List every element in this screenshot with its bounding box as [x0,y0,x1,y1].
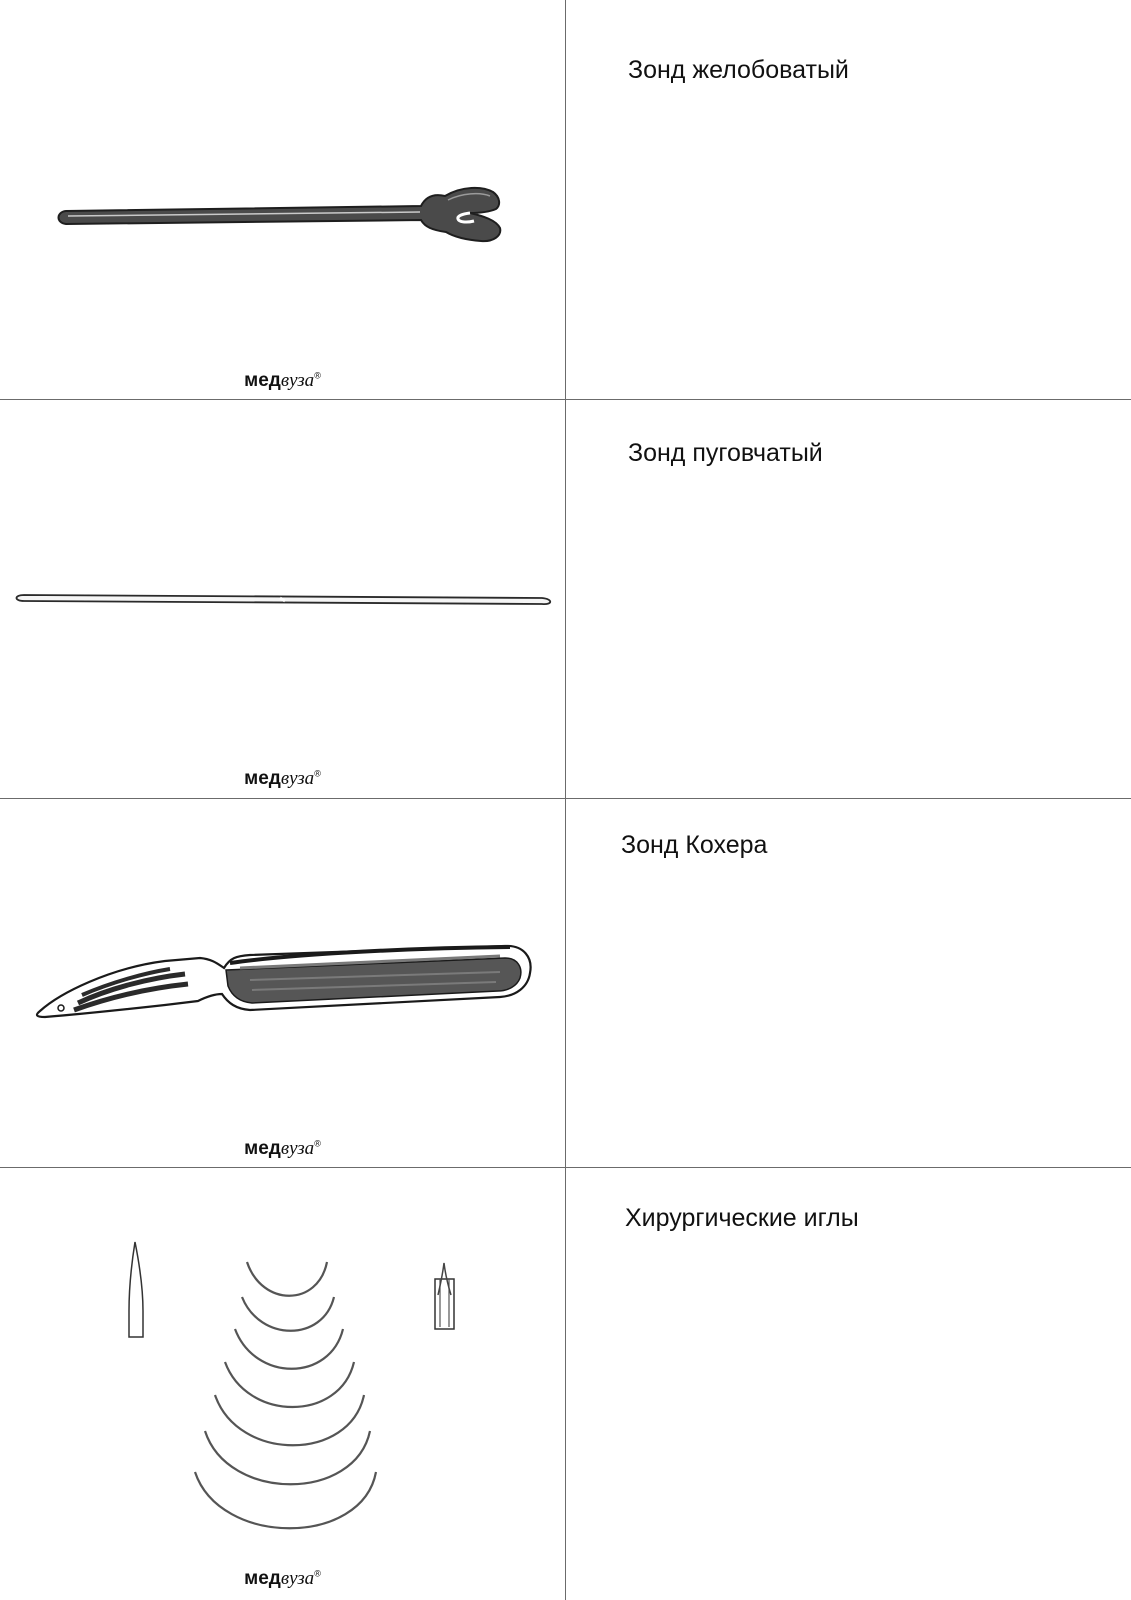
instrument-name: Зонд желобоватый [628,56,849,84]
instrument-row-surgical-needles [0,1167,1131,1600]
instrument-row-grooved-probe [0,0,1131,399]
instrument-row-button-probe [0,399,1131,798]
instrument-name: Хирургические иглы [625,1204,859,1232]
grooved-probe-illustration [0,0,565,399]
instrument-image-cell [0,0,565,399]
instrument-image-cell [0,399,565,798]
kocher-probe-illustration [0,798,565,1167]
surgical-needles-illustration [0,1167,565,1600]
instrument-row-kocher-probe [0,798,1131,1167]
watermark: медвуза® [244,1568,321,1589]
watermark: медвуза® [244,1138,321,1159]
button-probe-illustration [0,399,565,798]
instrument-name: Зонд пуговчатый [628,439,823,467]
instrument-image-cell [0,1167,565,1600]
instrument-name: Зонд Кохера [621,831,768,859]
watermark: медвуза® [244,768,321,789]
instrument-image-cell [0,798,565,1167]
watermark: медвуза® [244,370,321,391]
